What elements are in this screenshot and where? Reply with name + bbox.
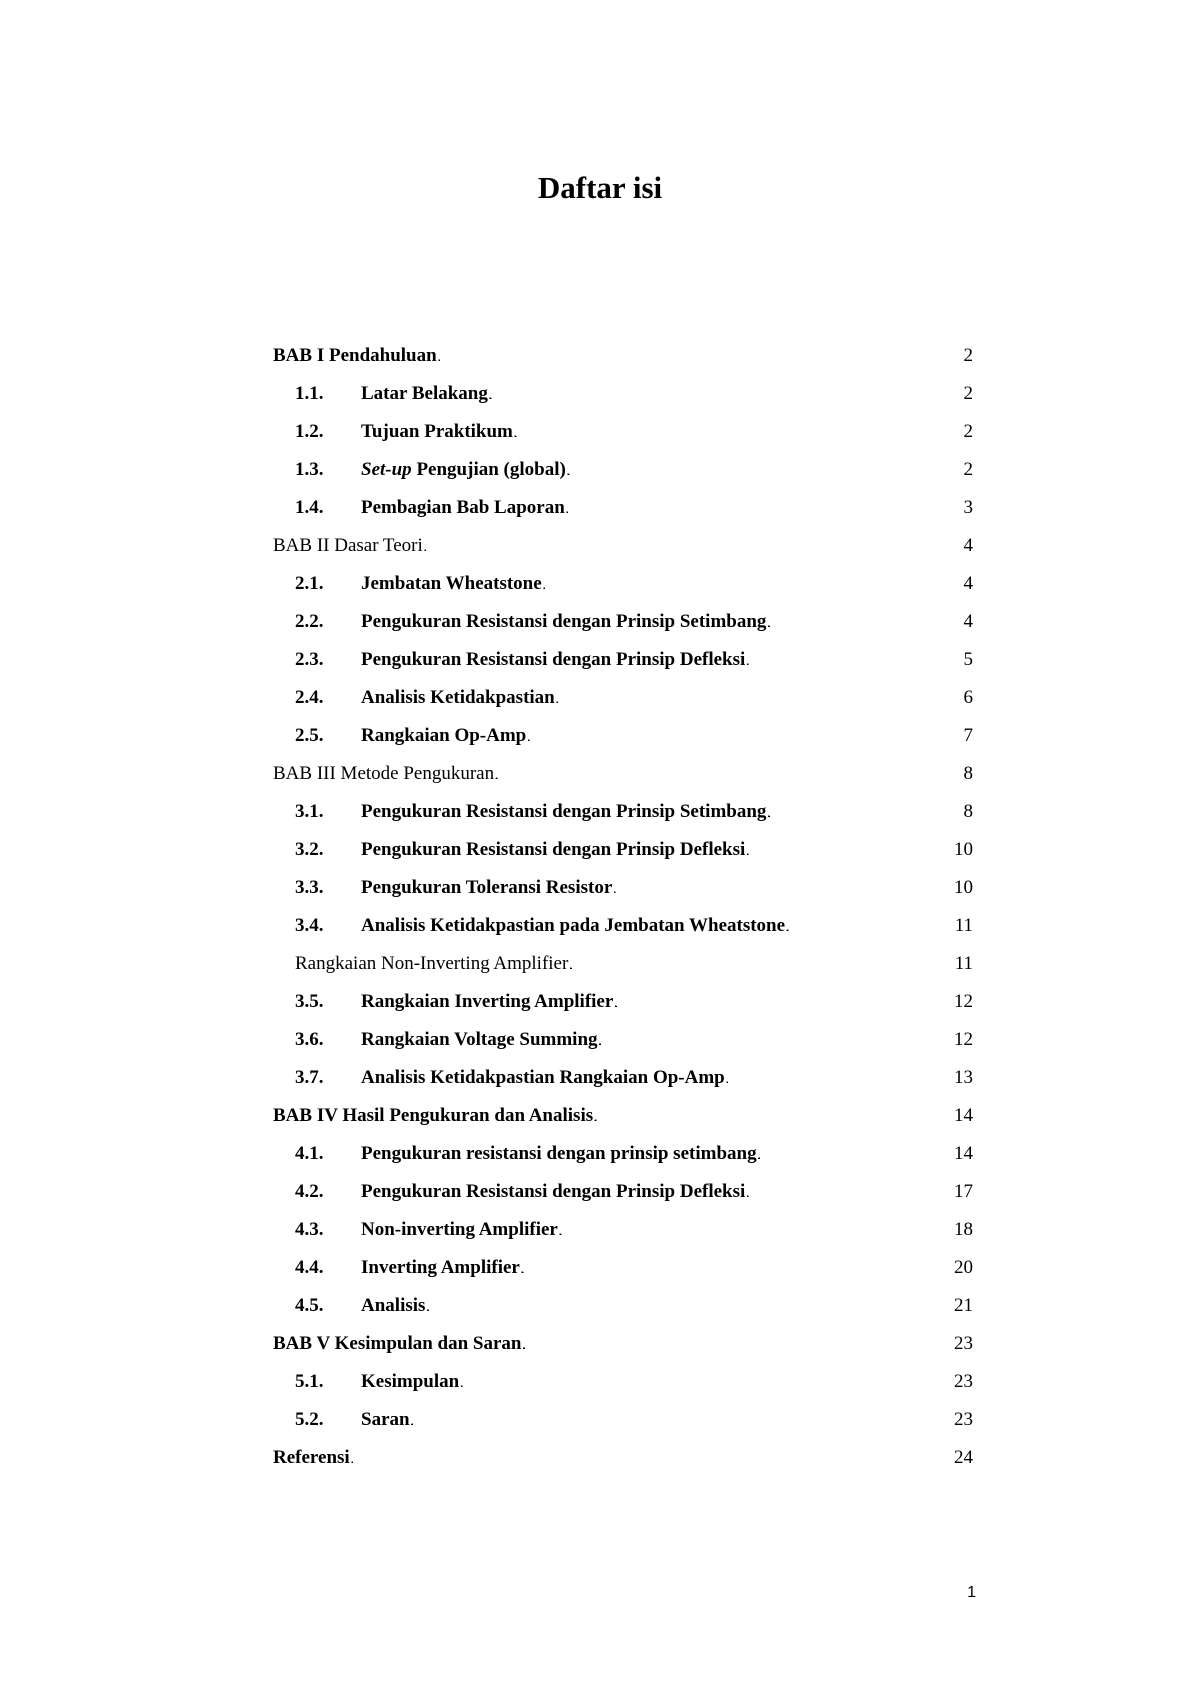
toc-entry[interactable]	[273, 535, 973, 573]
toc-entry-page: 4	[963, 611, 973, 632]
dot-leader	[614, 991, 953, 1013]
toc-entry-label: Pembagian Bab Laporan	[361, 497, 565, 518]
toc-entry[interactable]	[273, 1295, 973, 1333]
toc-entry-number: 3.3.	[295, 877, 324, 898]
toc-entry[interactable]	[273, 649, 973, 687]
toc-entry[interactable]	[273, 991, 973, 1029]
dot-leader	[566, 497, 963, 519]
dot-leader	[599, 1029, 953, 1051]
dot-leader	[786, 915, 954, 937]
toc-entry-page: 10	[954, 839, 973, 860]
dot-leader	[556, 687, 963, 709]
toc-entry[interactable]	[273, 345, 973, 383]
toc-entry-page: 24	[954, 1447, 973, 1468]
toc-entry-number: 4.3.	[295, 1219, 324, 1240]
dot-leader	[521, 1257, 953, 1279]
dot-leader	[543, 573, 963, 595]
toc-entry-page: 14	[954, 1105, 973, 1126]
toc-entry-page: 14	[954, 1143, 973, 1164]
toc-entry-number: 3.5.	[295, 991, 324, 1012]
toc-entry-label: Pengukuran Resistansi dengan Prinsip Defleksi	[361, 839, 746, 860]
dot-leader	[514, 421, 963, 443]
toc-entry-label: Analisis Ketidakpastian Rangkaian Op-Amp	[361, 1067, 725, 1088]
toc-entry-page: 12	[954, 1029, 973, 1050]
toc-entry-page: 6	[963, 687, 973, 708]
toc-entry[interactable]	[273, 1067, 973, 1105]
dot-leader	[438, 345, 963, 367]
toc-entry-label: Analisis Ketidakpastian pada Jembatan Wheatstone	[361, 915, 786, 936]
toc-entry-label: Jembatan Wheatstone	[361, 573, 542, 594]
toc-entry-page: 20	[954, 1257, 973, 1278]
toc-entry-label-rest: Pengujian (global)	[411, 459, 566, 480]
toc-entry-number: 3.7.	[295, 1067, 324, 1088]
dot-leader	[746, 839, 953, 861]
toc-entry-page: 4	[963, 535, 973, 556]
toc-entry-label: BAB II Dasar Teori	[273, 535, 423, 556]
toc-entry-label: Rangkaian Non-Inverting Amplifier	[295, 953, 569, 974]
dot-leader	[351, 1447, 953, 1469]
toc-entry-label: Rangkaian Inverting Amplifier	[361, 991, 614, 1012]
toc-entry-number: 2.4.	[295, 687, 324, 708]
dot-leader	[767, 611, 962, 633]
toc-entry-number: 2.1.	[295, 573, 324, 594]
toc-entry-label: Saran	[361, 1409, 410, 1430]
toc-entry-number: 1.1.	[295, 383, 324, 404]
toc-entry[interactable]	[273, 763, 973, 801]
toc-entry-page: 2	[963, 421, 973, 442]
toc-entry-label-italic: Set-up	[361, 459, 412, 480]
toc-entry-label: Kesimpulan	[361, 1371, 460, 1392]
toc-entry[interactable]	[273, 459, 973, 497]
toc-entry[interactable]	[273, 1257, 973, 1295]
toc-entry-page: 21	[954, 1295, 973, 1316]
toc-entry-page: 2	[963, 459, 973, 480]
toc-entry-label: Pengukuran Resistansi dengan Prinsip Defleksi	[361, 649, 746, 670]
toc-entry[interactable]	[273, 497, 973, 535]
dot-leader	[758, 1143, 953, 1165]
toc-entry[interactable]	[273, 1447, 973, 1485]
toc-entry-label: BAB III Metode Pengukuran	[273, 763, 495, 784]
dot-leader	[426, 1295, 953, 1317]
toc-entry-label: Analisis Ketidakpastian	[361, 687, 555, 708]
toc-entry-label: Non-inverting Amplifier	[361, 1219, 558, 1240]
toc-entry-number: 4.5.	[295, 1295, 324, 1316]
toc-entry[interactable]	[273, 1029, 973, 1067]
toc-entry-page: 17	[954, 1181, 973, 1202]
toc-entry-page: 3	[963, 497, 973, 518]
toc-entry-page: 4	[963, 573, 973, 594]
toc-entry-label: Pengukuran Resistansi dengan Prinsip Defleksi	[361, 1181, 746, 1202]
toc-entry-label: Inverting Amplifier	[361, 1257, 520, 1278]
toc-entry[interactable]	[273, 839, 973, 877]
dot-leader	[569, 953, 953, 975]
toc-entry[interactable]	[273, 725, 973, 763]
toc-entry[interactable]	[273, 1333, 973, 1371]
toc-entry[interactable]	[273, 573, 973, 611]
toc-entry-label: Pengukuran Resistansi dengan Prinsip Setimbang	[361, 801, 767, 822]
dot-leader	[594, 1105, 953, 1127]
toc-entry-label	[361, 459, 566, 481]
toc-entry-label: BAB IV Hasil Pengukuran dan Analisis	[273, 1105, 594, 1126]
toc-entry-page: 12	[954, 991, 973, 1012]
toc-entry-number: 5.2.	[295, 1409, 324, 1430]
toc-entry-page: 7	[963, 725, 973, 746]
toc-entry-label: Pengukuran Resistansi dengan Prinsip Setimbang	[361, 611, 767, 632]
toc-entry[interactable]	[273, 1219, 973, 1257]
toc-entry-label: Rangkaian Op-Amp	[361, 725, 527, 746]
toc-entry[interactable]	[273, 383, 973, 421]
toc-entry-number: 1.4.	[295, 497, 324, 518]
toc-entry-number: 4.4.	[295, 1257, 324, 1278]
toc-entry-page: 8	[963, 801, 973, 822]
toc-entry-number: 3.1.	[295, 801, 324, 822]
toc-entry[interactable]	[273, 877, 973, 915]
dot-leader	[726, 1067, 953, 1089]
toc-entry-number: 1.3.	[295, 459, 324, 480]
toc-entry[interactable]	[273, 953, 973, 991]
toc-entry[interactable]	[273, 1181, 973, 1219]
toc-entry-number: 5.1.	[295, 1371, 324, 1392]
toc-entry-number: 2.2.	[295, 611, 324, 632]
table-of-contents	[273, 345, 973, 1485]
dot-leader	[495, 763, 962, 785]
toc-entry[interactable]	[273, 1105, 973, 1143]
toc-entry-number: 2.3.	[295, 649, 324, 670]
toc-entry[interactable]	[273, 421, 973, 459]
toc-entry-page: 5	[963, 649, 973, 670]
toc-entry[interactable]	[273, 801, 973, 839]
toc-entry-number: 4.1.	[295, 1143, 324, 1164]
dot-leader	[567, 459, 963, 481]
dot-leader	[460, 1371, 953, 1393]
page-title: Daftar isi	[537, 170, 663, 205]
toc-entry[interactable]	[273, 1143, 973, 1181]
dot-leader	[767, 801, 962, 823]
toc-entry-number: 3.4.	[295, 915, 324, 936]
dot-leader	[527, 725, 962, 747]
toc-entry-page: 23	[954, 1333, 973, 1354]
toc-entry-page: 13	[954, 1067, 973, 1088]
dot-leader	[746, 1181, 953, 1203]
toc-entry[interactable]	[273, 1371, 973, 1409]
toc-entry[interactable]	[273, 611, 973, 649]
toc-entry-label: Referensi	[273, 1447, 350, 1468]
page-number: 1	[967, 1584, 976, 1601]
toc-entry-page: 11	[954, 915, 973, 936]
dot-leader	[411, 1409, 953, 1431]
toc-entry-label: BAB V Kesimpulan dan Saran	[273, 1333, 522, 1354]
dot-leader	[424, 535, 963, 557]
toc-entry-label: BAB I Pendahuluan	[273, 345, 437, 366]
toc-entry-page: 2	[963, 345, 973, 366]
toc-entry-label: Analisis	[361, 1295, 426, 1316]
toc-entry-label: Latar Belakang	[361, 383, 488, 404]
toc-entry-label: Pengukuran resistansi dengan prinsip setimbang	[361, 1143, 757, 1164]
toc-entry-page: 18	[954, 1219, 973, 1240]
toc-entry-number: 3.2.	[295, 839, 324, 860]
toc-entry-page: 23	[954, 1371, 973, 1392]
toc-entry-page: 8	[963, 763, 973, 784]
toc-entry-label: Rangkaian Voltage Summing	[361, 1029, 598, 1050]
dot-leader	[523, 1333, 954, 1355]
toc-entry-number: 4.2.	[295, 1181, 324, 1202]
dot-leader	[746, 649, 962, 671]
toc-entry-page: 2	[963, 383, 973, 404]
toc-entry[interactable]	[273, 1409, 973, 1447]
toc-entry-page: 10	[954, 877, 973, 898]
toc-entry-label: Tujuan Praktikum	[361, 421, 513, 442]
toc-entry-number: 3.6.	[295, 1029, 324, 1050]
toc-entry-page: 23	[954, 1409, 973, 1430]
toc-entry-label: Pengukuran Toleransi Resistor	[361, 877, 613, 898]
toc-entry-number: 2.5.	[295, 725, 324, 746]
dot-leader	[559, 1219, 953, 1241]
toc-entry-number: 1.2.	[295, 421, 324, 442]
toc-entry-page: 11	[954, 953, 973, 974]
toc-entry[interactable]	[273, 687, 973, 725]
dot-leader	[489, 383, 963, 405]
dot-leader	[613, 877, 953, 899]
toc-entry[interactable]	[273, 915, 973, 953]
